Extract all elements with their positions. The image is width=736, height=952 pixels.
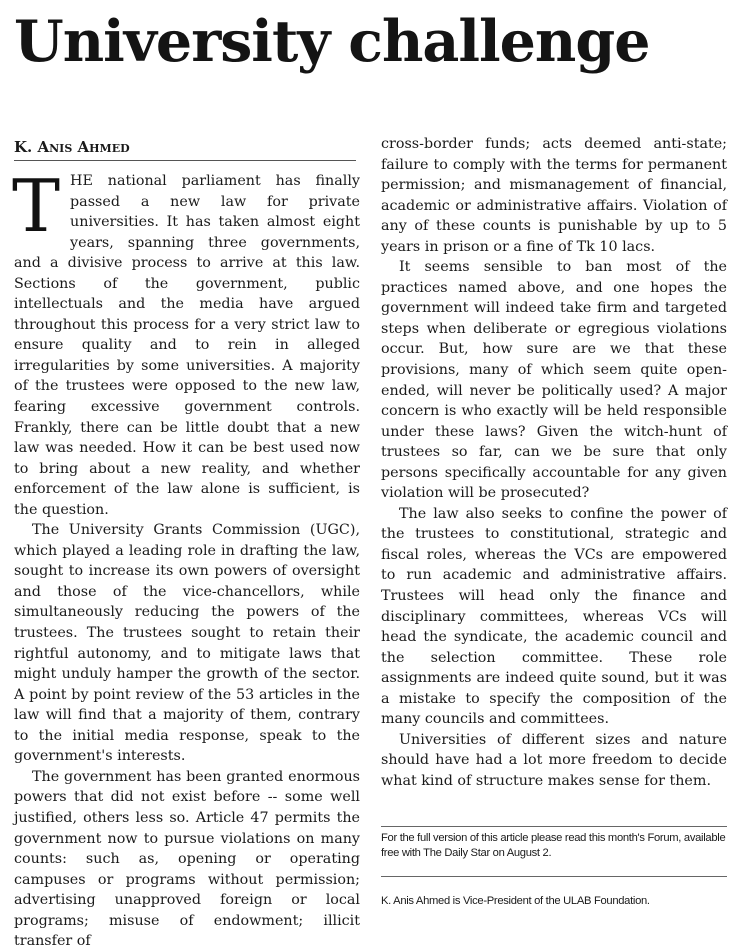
paragraph: The University Grants Commission (UGC), which played a leading role in drafting the law, sought to increase its own powers of oversight and those of the vice-chancellors, while simultaneously reducing the powers of the trustees. The trustees sought to retain their rightful autonomy, and to mitigate laws that might unduly hamper the growth of the sector. A point by point review of the 53 articles in the law will find that a majority of them, contrary to the initial media response, speak to the government's interests. bbox=[14, 522, 360, 765]
drop-cap: T bbox=[12, 164, 61, 248]
forum-note: For the full version of this article please read this month's Forum, available free with The Daily Star on August 2. bbox=[381, 826, 727, 861]
author-note: K. Anis Ahmed is Vice-President of the ULAB Foundation. bbox=[381, 876, 727, 909]
paragraph bbox=[12, 164, 360, 520]
paragraph: The government has been granted enormous powers that did not exist before -- some well justified, others less so. Article 47 permits the government now to pursue violations on many counts: such as, opening or operating campuses or programs without permission; advertising unapproved foreign or local programs; misuse of endowment; illicit transfer of bbox=[14, 768, 360, 950]
headline: University challenge bbox=[14, 8, 650, 75]
article-column-2 bbox=[381, 134, 727, 792]
article-column-1 bbox=[12, 164, 360, 952]
paragraph: It seems sensible to ban most of the practices named above, and one hopes the government will indeed take firm and targeted steps when deliberate or egregious violations occur. But, how sure are we that these provisions, many of which seem quite open-ended, will never be politically used? A major concern is who exactly will be held responsible under these laws? Given the witch-hunt of trustees so far, can we be sure that only persons specifically accountable for any given violation will be prosecuted? bbox=[381, 259, 727, 502]
paragraph: The law also seeks to confine the power of the trustees to constitutional, strategic and fiscal roles, whereas the VCs are empowered to run academic and administrative affairs. Trustees will head only the finance and disciplinary committees, whereas VCs will head the syndicate, the academic council and the selection committee. These role assignments are indeed quite sound, but it was a mistake to specify the composition of the many councils and committees. bbox=[381, 505, 727, 728]
paragraph-text: HE national parliament has finally passed a new law for private universities. It has taken almost eight years, spanning three governments, and a divisive process to arrive at this law. Sections of the government, public intellectuals and the media have argued throughout this process for a very strict law to ensure quality and to rein in alleged irregularities by some universities. A majority of the trustees were opposed to the new law, fearing excessive government controls. Frankly, there can be little doubt that a new law was needed. How it can be best used now to bring about a new reality, and whether enforcement of the law alone is sufficient, is the question. bbox=[14, 173, 360, 518]
paragraph: cross-border funds; acts deemed anti-state; failure to comply with the terms for permanent permission; and mismanagement of financial, academic or administrative affairs. Violation of any of these counts is punishable by up to 5 years in prison or a fine of Tk 10 lacs. bbox=[381, 136, 727, 255]
byline: K. Anis Ahmed bbox=[14, 138, 356, 161]
paragraph: Universities of different sizes and nature should have had a lot more freedom to decide what kind of structure makes sense for them. bbox=[381, 731, 727, 789]
